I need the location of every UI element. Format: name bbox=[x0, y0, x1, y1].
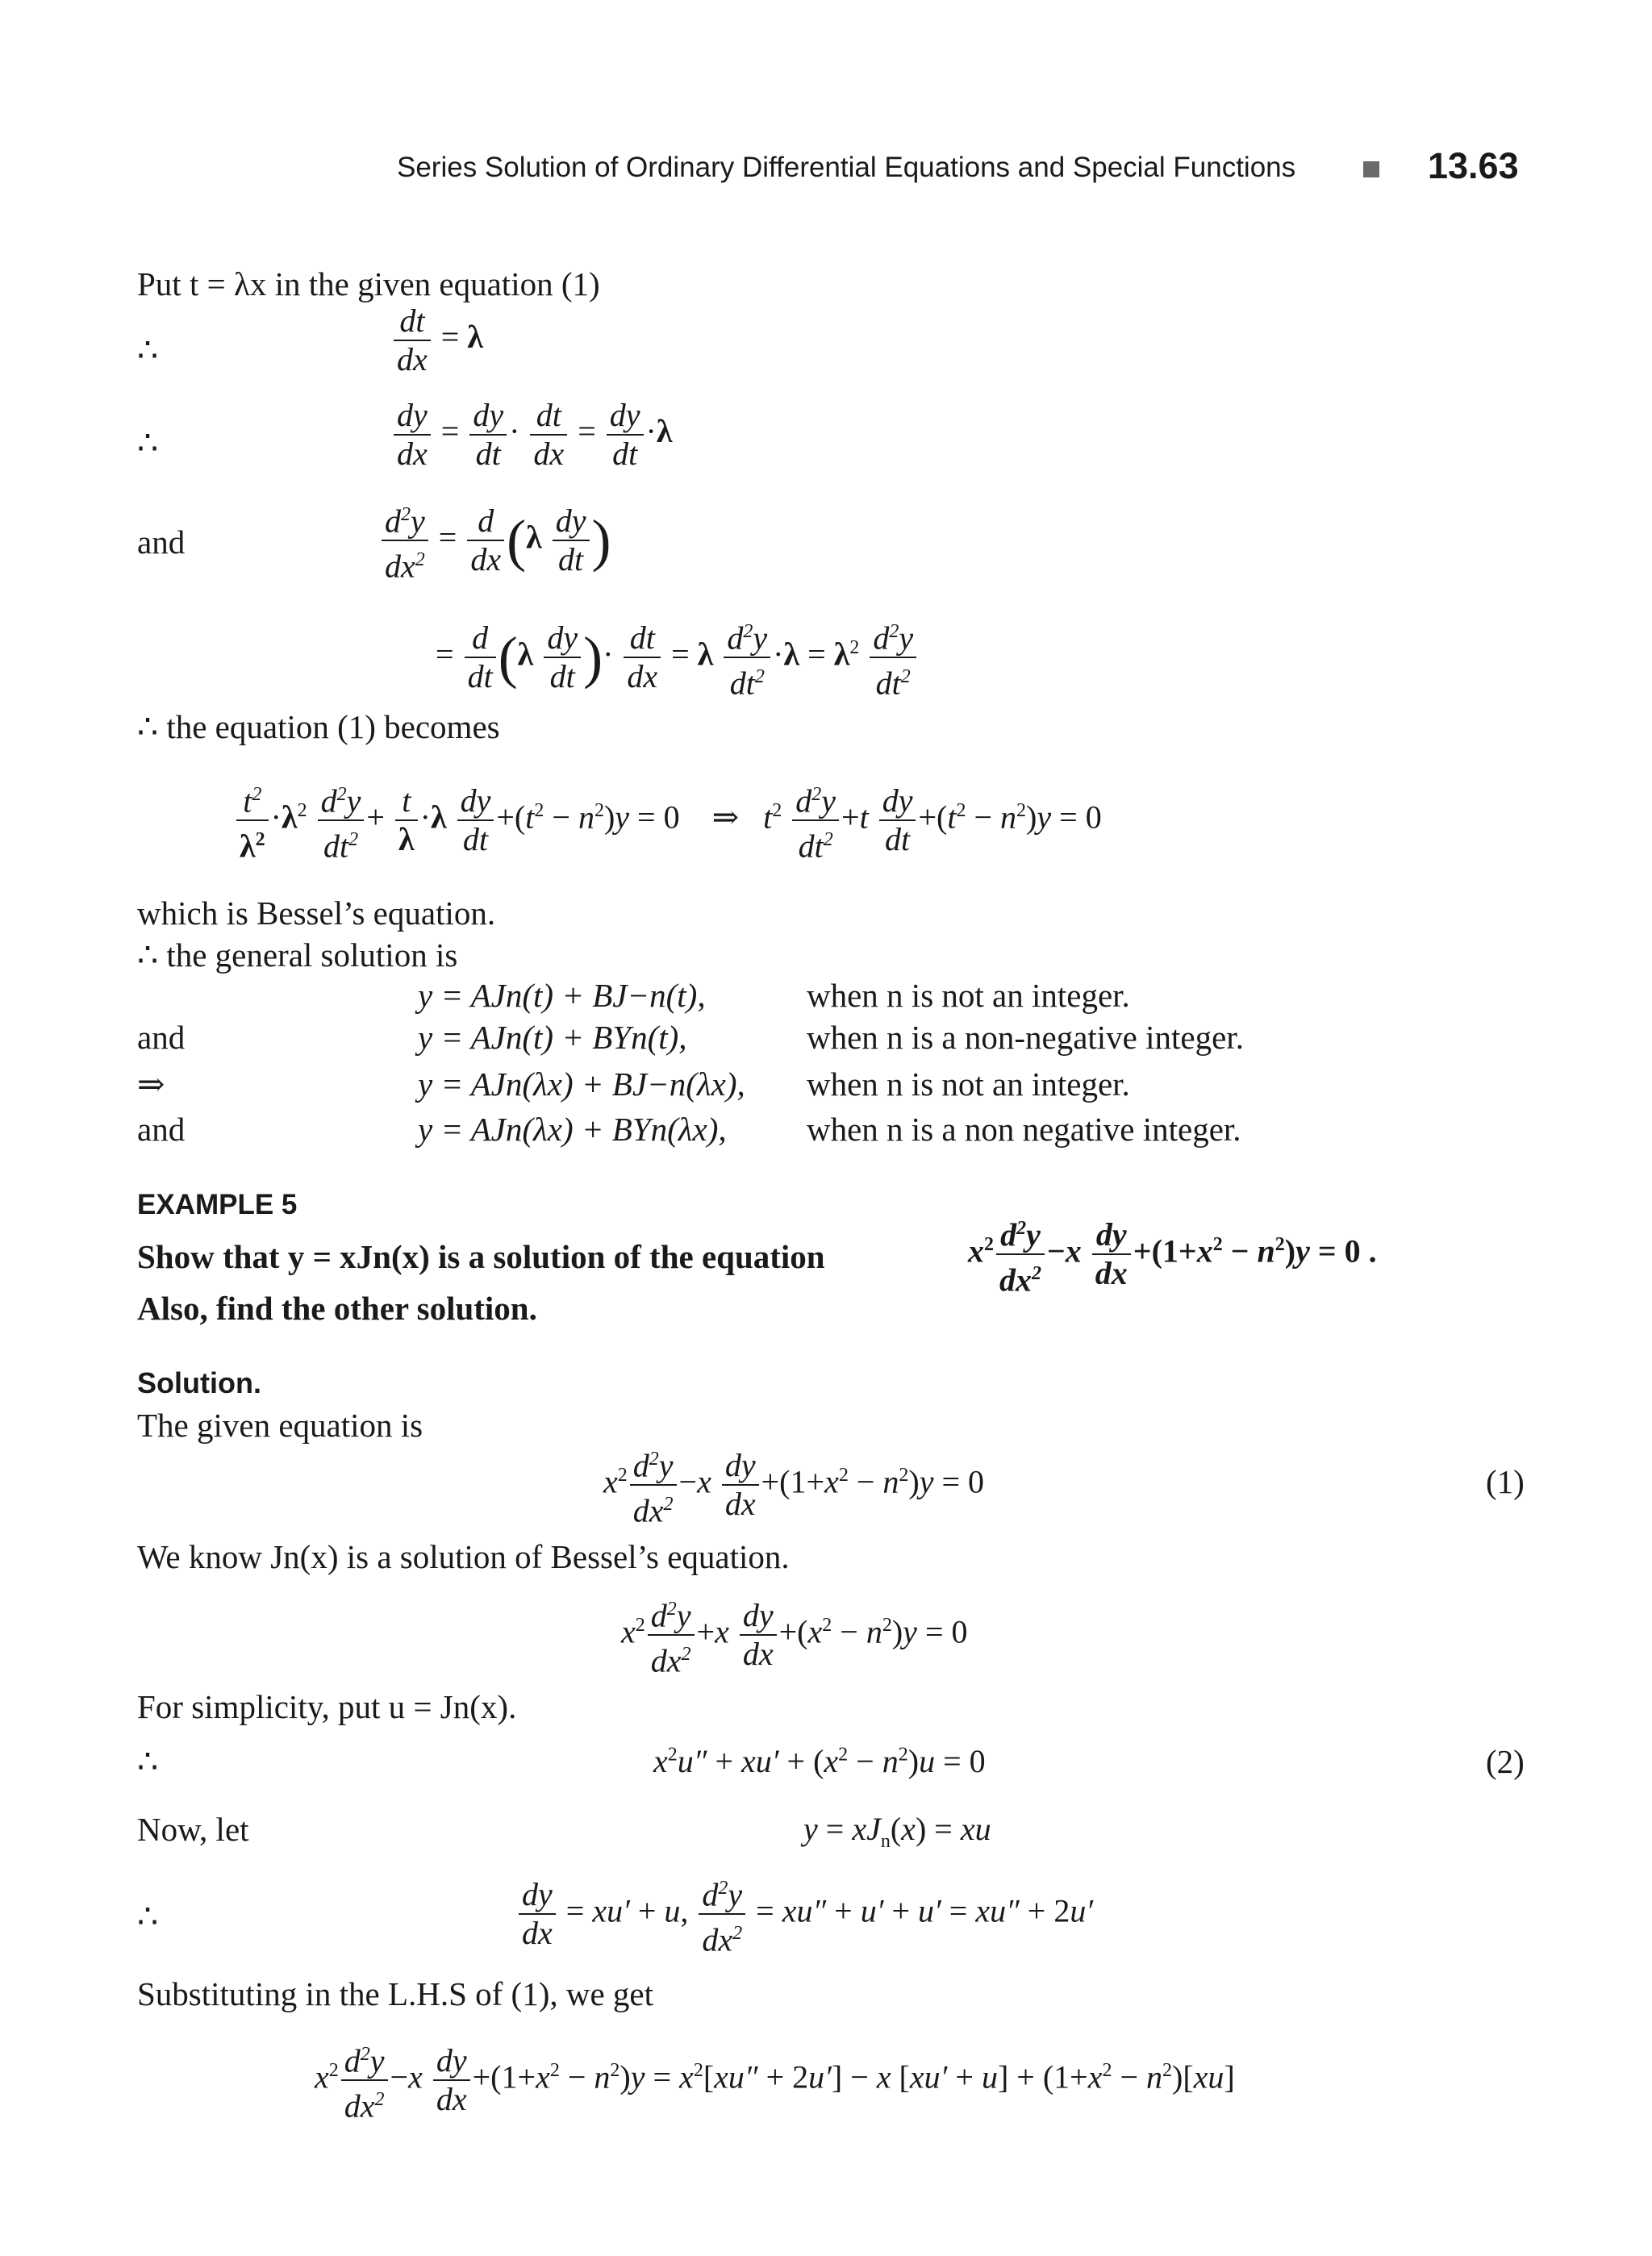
example-statement: Show that y = xJn(x) is a solution of the equation bbox=[137, 1238, 825, 1275]
running-title: Series Solution of Ordinary Differential Equations and Special Functions bbox=[397, 152, 1296, 183]
solution-lead-2: and bbox=[137, 1019, 186, 1056]
eq-transformed: $\frac{t^2}{\lambda^2}$ $\cdot\lambda^2$ $\frac{d^2y}{dt^2}$ + $\frac{t}{\lambda}$ ·λ $\frac{dy}{dt}$ $+(t^2 - n^2)y = 0$ ⇒ $t^2$ $\frac{d^2y}{dt^2}$ +t $\frac{dy}{dt}$ $+(t^2 - n^2)y = 0$ bbox=[234, 776, 1102, 865]
solution-expr-2: y = AJn(t) + BYn(t), bbox=[418, 1019, 687, 1056]
simplicity-line: For simplicity, put u = Jn(x). bbox=[137, 1688, 517, 1725]
solution-lead-3: ⇒ bbox=[137, 1065, 165, 1103]
solution-heading: Solution. bbox=[137, 1366, 261, 1399]
put-line: Put t = λx in the given equation (1) bbox=[137, 265, 600, 302]
eq1-label: (1) bbox=[1486, 1463, 1525, 1500]
solution-expr-3: y = AJn(λx) + BJ−n(λx), bbox=[418, 1065, 745, 1103]
solution-expr-1: y = AJn(t) + BJ−n(t), bbox=[418, 977, 706, 1014]
eq2-label: (2) bbox=[1486, 1743, 1525, 1780]
therefore-4: ∴ bbox=[137, 1898, 159, 1935]
bessel-line: which is Bessel’s equation. bbox=[137, 894, 496, 932]
eq-substitution: $x^2$ $\frac{d^2y}{dx^2}$ −x $\frac{dy}{dx}$ $+(1+x^2 - n^2)y = x^2[xu'' + 2u'] - x$ $[xu' + u] + (1+x^2 - n^2)[xu]$ bbox=[315, 2036, 1235, 2125]
eq-derivatives: $\frac{dy}{dx}$ = xu′ + u, $\frac{d^2y}{dx^2}$ = xu″ + u′ + u′ = xu″ + 2u′ bbox=[516, 1870, 1093, 1959]
solution-lead-4: and bbox=[137, 1111, 186, 1148]
eq-given: $x^2$ $\frac{d^2y}{dx^2}$ −x $\frac{dy}{dx}$ $+(1+x^2 - n^2)y = 0$ bbox=[603, 1441, 984, 1530]
solution-cond-1: when n is not an integer. bbox=[807, 977, 1130, 1014]
now-let-line: Now, let bbox=[137, 1811, 249, 1848]
solution-cond-3: when n is not an integer. bbox=[807, 1065, 1130, 1103]
eq-d2ydx2: $\frac{d^2y}{dx^2}$ = $\frac{d}{dx}$ (λ $\frac{dy}{dt}$ ) bbox=[379, 496, 611, 586]
example-also: Also, find the other solution. bbox=[137, 1290, 537, 1327]
therefore-1: ∴ bbox=[137, 332, 159, 369]
eq-bessel: $x^2$ $\frac{d^2y}{dx^2}$ +x $\frac{dy}{dx}$ $+(x^2 - n^2)y = 0$ bbox=[621, 1591, 968, 1680]
solution-cond-2: when n is a non-negative integer. bbox=[807, 1019, 1244, 1056]
therefore-3: ∴ bbox=[137, 1743, 159, 1780]
given-line: The given equation is bbox=[137, 1407, 423, 1444]
eq-y-xu: $y = xJ_n(x)$ = xu bbox=[803, 1811, 991, 1852]
substituting-line: Substituting in the L.H.S of (1), we get bbox=[137, 1975, 654, 2012]
general-line: ∴ the general solution is bbox=[137, 936, 458, 974]
eq-u: $x^2u'' + xu' + (x^2 - n^2)u = 0$ bbox=[653, 1743, 986, 1779]
page-number: 13.63 bbox=[1428, 145, 1519, 186]
becomes-line: ∴ the equation (1) becomes bbox=[137, 708, 500, 745]
eq-d2ydx2-cont: = $\frac{d}{dt}$ (λ $\frac{dy}{dt}$ )· $\frac{dt}{dx}$ = λ $\frac{d^2y}{dt^2}$ $\cdot\lambda = \lambda^2$ $\frac{d^2y}{dt^2}$ bbox=[436, 613, 919, 703]
eq-dydx: $\frac{dy}{dx}$ = $\frac{dy}{dt}$ · $\frac{dt}{dx}$ = $\frac{dy}{dt}$ ·λ bbox=[391, 397, 673, 473]
example-equation: $x^2$ $\frac{d^2y}{dx^2}$ −x $\frac{dy}{dx}$ $+(1+x^2 - n^2)y = 0$ . bbox=[968, 1210, 1377, 1299]
know-line: We know Jn(x) is a solution of Bessel’s equation. bbox=[137, 1538, 790, 1575]
solution-cond-4: when n is a non negative integer. bbox=[807, 1111, 1241, 1148]
therefore-2: ∴ bbox=[137, 424, 159, 461]
and-1: and bbox=[137, 523, 186, 561]
header-square-icon bbox=[1363, 161, 1379, 177]
example-heading: EXAMPLE 5 bbox=[137, 1189, 298, 1220]
solution-expr-4: y = AJn(λx) + BYn(λx), bbox=[418, 1111, 727, 1148]
eq-dtdx: $\frac{dt}{dx}$ = λ bbox=[391, 302, 483, 378]
